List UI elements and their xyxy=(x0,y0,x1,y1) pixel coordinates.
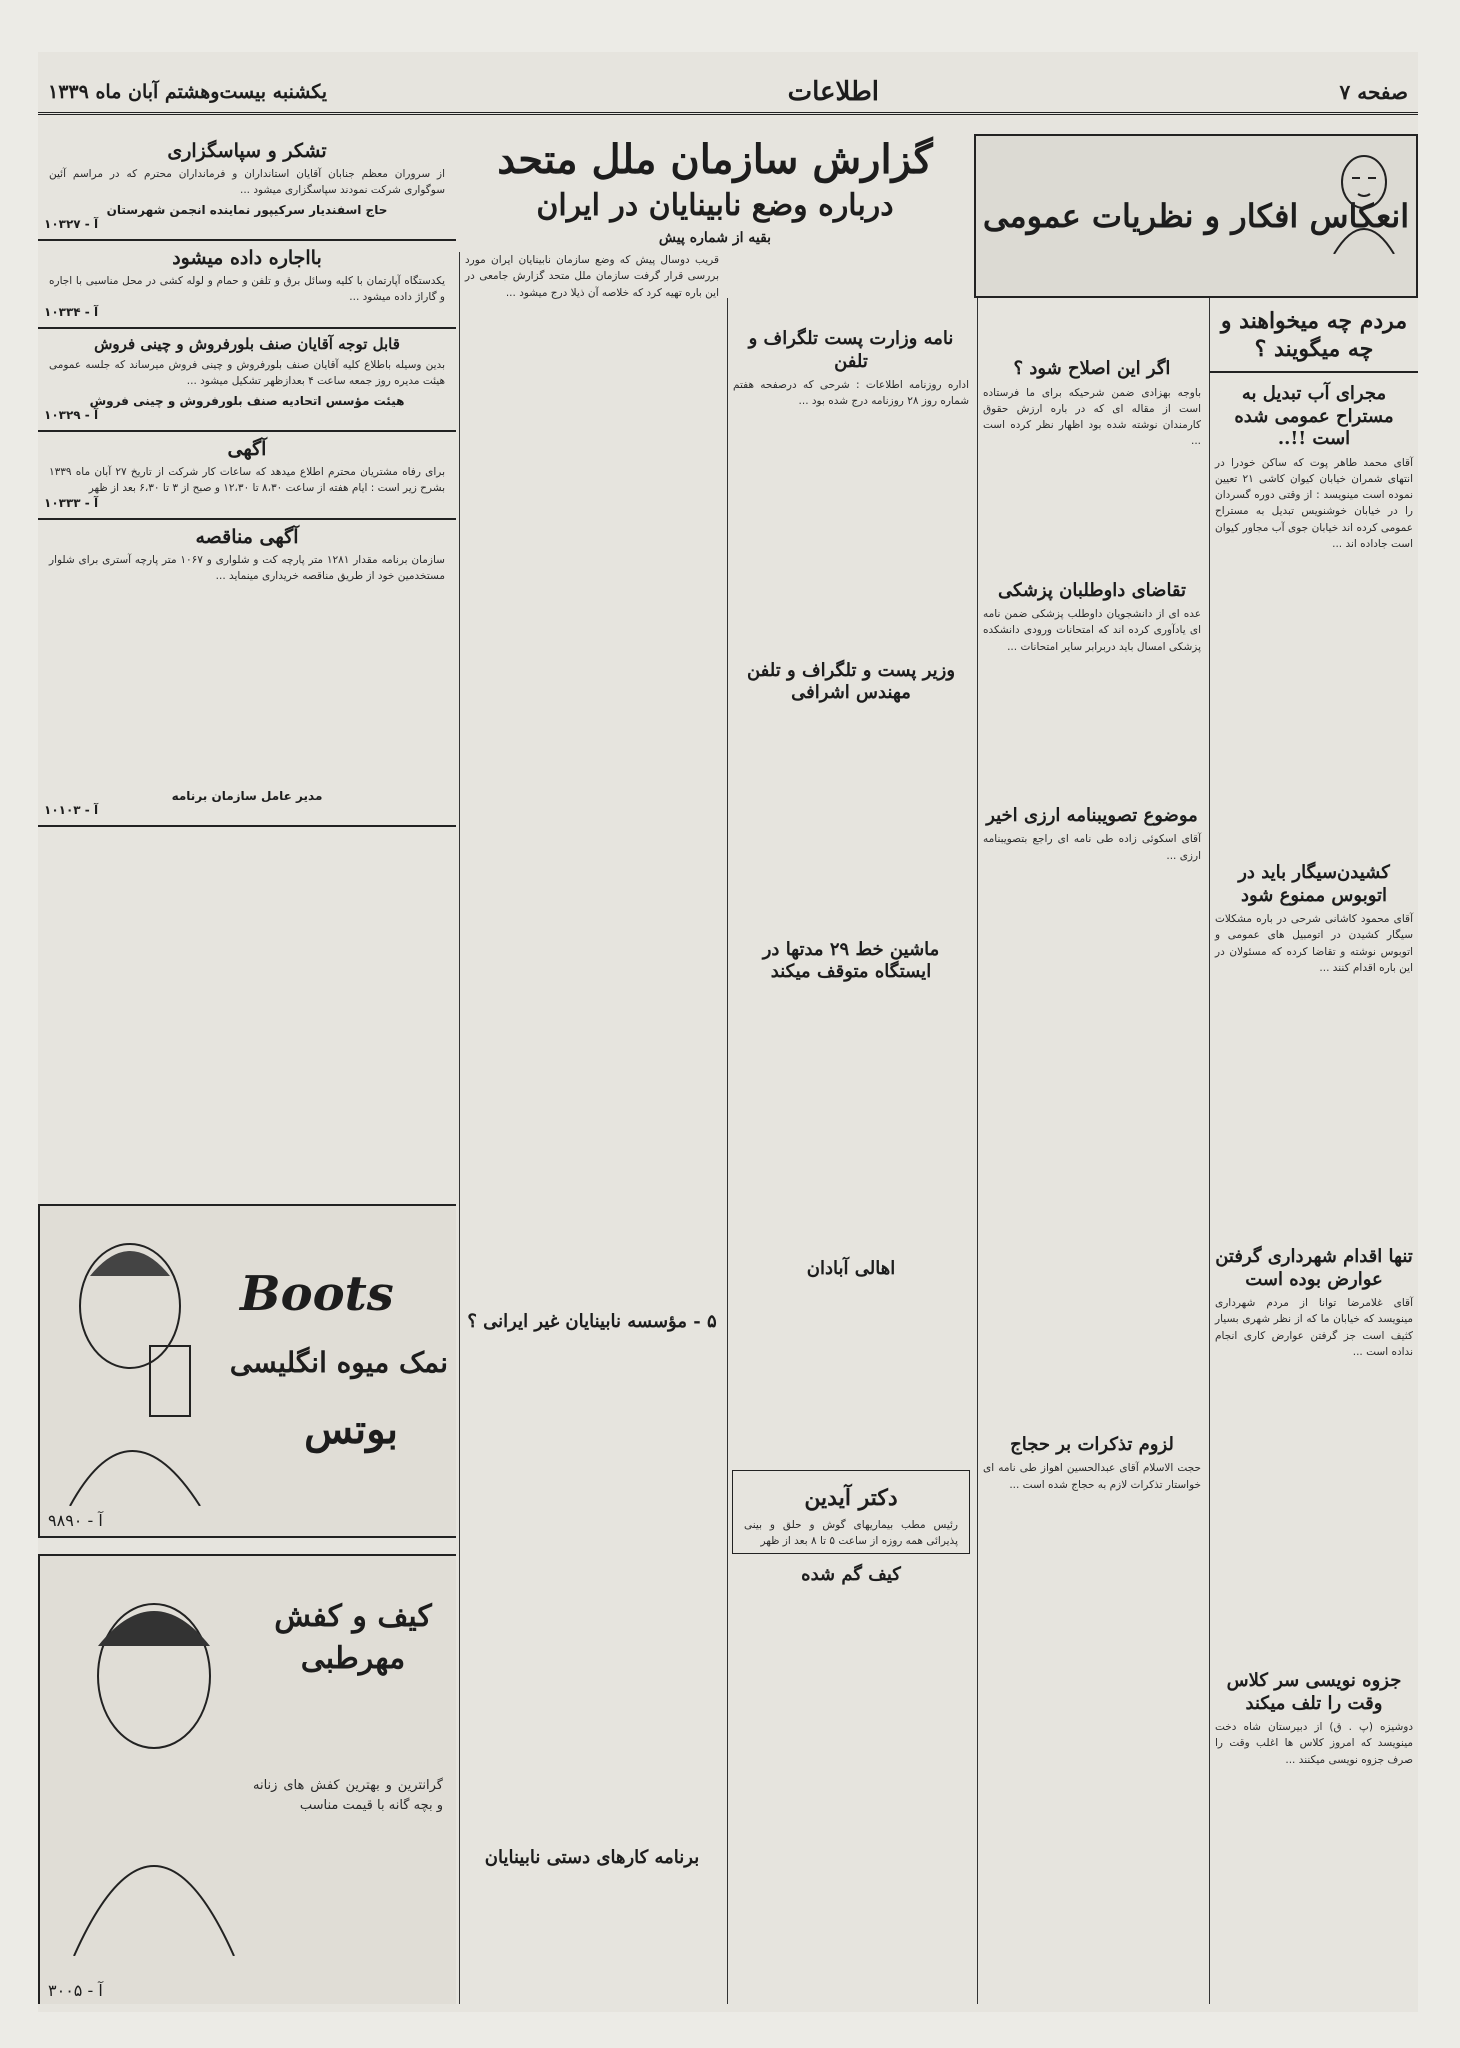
col2-article4-title: لزوم تذکرات بر حجاج xyxy=(1010,1433,1174,1455)
col3-article1-body: اداره روزنامه اطلاعات : شرحی که درصفحه هفتم شماره روز ۲۸ روزنامه درج شده بود ... xyxy=(733,379,969,408)
col3-article2-title: وزیر پست و تلگراف و تلفن مهندس اشرافی xyxy=(746,659,956,704)
tender-body: سازمان برنامه مقدار ۱۲۸۱ متر پارچه کت و شلواری و ۱۰۶۷ متر پارچه آستری برای شلوار مستخدمین خود از طریق مناقصه خریداری مینماید ... xyxy=(49,554,445,583)
tender-ad xyxy=(38,520,456,827)
paper-name: اطلاعات xyxy=(787,77,879,107)
lease-title: بااجاره داده میشود xyxy=(172,246,322,269)
boots-ad xyxy=(38,1204,456,1538)
filler-text xyxy=(978,655,1206,795)
col2-article3-title: موضوع تصویبنامه ارزی اخیر xyxy=(986,804,1198,826)
ads-stack xyxy=(38,134,456,827)
col3-article5-title: کیف گم شده xyxy=(801,1564,901,1586)
col1-article4-body: دوشیزه (پ . ق) از دبیرستان شاه دخت مینویسد که امروز کلاس ها اغلب وقت را صرف جزوه نویسی میکنند ... xyxy=(1215,1721,1413,1766)
union-title: قابل توجه آقایان صنف بلورفروش و چینی فروش xyxy=(94,335,400,354)
woman-drinking-illustration-icon xyxy=(50,1226,220,1506)
portrait-illustration-icon xyxy=(1322,144,1406,254)
col2-article3-body: آقای اسکوئی زاده طی نامه ای راجع بتصویبنامه ارزی ... xyxy=(983,833,1201,862)
un-report-title: گزارش سازمان ملل متحد xyxy=(497,136,933,183)
notice-ref: آ - ۱۰۳۳۳ xyxy=(44,496,99,511)
banner-title: انعکاس افکار و نظریات عمومی xyxy=(982,197,1410,235)
masthead xyxy=(38,72,1418,115)
boots-sub: بوتس xyxy=(304,1406,398,1453)
lease-ad xyxy=(38,241,456,330)
page-number: صفحه ۷ xyxy=(1339,80,1408,104)
section-banner xyxy=(974,134,1418,298)
col1-article2-body: آقای محمود کاشانی شرحی در باره مشکلات سیگار کشیدن در اتومبیل های عمومی و اتوبوس نوشته و تقاضا کرده که مسئولان در این باره اقدام کنند ... xyxy=(1215,913,1413,974)
kafsh-ref: آ - ۳۰۰۵ xyxy=(48,1981,103,2000)
divider xyxy=(1210,371,1418,373)
filler-text xyxy=(728,988,974,1248)
col1-header: مردم چه میخواهند و چه میگویند ؟ xyxy=(1220,308,1408,362)
union-ref: آ - ۱۰۳۲۹ xyxy=(44,407,99,422)
thanks-ad xyxy=(38,134,456,241)
thanks-body: از سروران معظم جنابان آقایان استانداران و فرمانداران محترم که در مراسم آئین سوگواری شرکت نمودند سپاسگزاری میشود ... xyxy=(49,168,445,197)
union-body: بدین وسیله باطلاع کلیه آقایان صنف بلورفروش و چینی فروش میرساند که جلسه عمومی هیئت مدیره روز جمعه ساعت ۴ بعدازظهر تشکیل میشود ... xyxy=(49,359,445,388)
filler-text xyxy=(44,585,450,785)
col4-footer: برنامه کارهای دستی نابینایان xyxy=(484,1847,700,1869)
col1-article3-title: تنها اقدام شهرداری گرفتن عوارض بوده است xyxy=(1215,1246,1413,1290)
col3-article3-title: ماشین خط ۲۹ مدتها در ایستگاه متوقف میکند xyxy=(762,938,940,983)
filler-text xyxy=(1210,1360,1418,1660)
col2-article1-title: اگر این اصلاح شود ؟ xyxy=(1013,358,1171,379)
kafsh-body: گرانترین و بهترین کفش های زنانه و بچه گانه با قیمت مناسب xyxy=(253,1778,443,1814)
col2-article2-body: عده ای از دانشجویان داوطلب پزشکی ضمن نامه ای یادآوری کرده اند که امتحانات ورودی دانشکده پزشکی امسال باید دربرابر سایر امتحانات ... xyxy=(983,608,1201,653)
col1-article1-title: مجرای آب تبدیل به مستراح عمومی شده است !!.. xyxy=(1234,383,1394,449)
col3-article4-title: اهالی آبادان xyxy=(806,1257,896,1279)
filler-text xyxy=(978,864,1206,1424)
doctor-ad xyxy=(732,1470,970,1554)
un-report-subtitle: درباره وضع نابینایان در ایران xyxy=(536,188,894,223)
column-3 xyxy=(727,298,974,2004)
union-sign: هیئت مؤسس اتحادیه صنف بلورفروش و چینی فروش xyxy=(89,393,405,408)
notice-body: برای رفاه مشتریان محترم اطلاع میدهد که ساعات کار شرکت از تاریخ ۲۷ آبان ماه ۱۳۳۹ بشرح زیر است : ایام هفته از ساعت ۸،۳۰ تا ۱۲،۳۰ و صبح از ۳ تا ۶،۳۰ بعد از ظهر xyxy=(49,465,445,494)
notice-ad xyxy=(38,432,456,521)
column-2 xyxy=(977,298,1206,2004)
doctor-ad-title: دکتر آیدین xyxy=(804,1485,898,1512)
tender-title: آگهی مناقصه xyxy=(195,526,299,549)
woman-portrait-illustration-icon xyxy=(54,1576,254,1956)
filler-text xyxy=(728,1284,974,1464)
filler-text xyxy=(728,410,974,650)
issue-date: یکشنبه بیست‌وهشتم آبان ماه ۱۳۳۹ xyxy=(48,81,328,103)
ads-column xyxy=(38,134,456,2004)
boots-ref: آ - ۹۸۹۰ xyxy=(48,1511,103,1530)
column-1 xyxy=(1209,298,1418,2004)
filler-text xyxy=(728,709,974,929)
column-4 xyxy=(459,252,724,2004)
boots-title: نمک میوه انگلیسی xyxy=(229,1346,448,1379)
col1-article4-title: جزوه نویسی سر کلاس وقت را تلف میکند xyxy=(1226,1670,1402,1714)
doctor-ad-body: رئیس مطب بیماریهای گوش و حلق و بینی پذیرائی همه روزه از ساعت ۵ تا ۸ بعد از ظهر xyxy=(744,1518,958,1547)
thanks-title: تشکر و سپاسگزاری xyxy=(167,140,327,162)
kafsh-title: کیف و کفش مهرطبی xyxy=(274,1599,432,1676)
notice-title: آگهی xyxy=(227,437,267,460)
newspaper-page xyxy=(38,52,1418,2012)
filler-text xyxy=(460,1337,724,1837)
tender-ref: آ - ۱۰۱۰۳ xyxy=(44,802,99,817)
col1-article3-body: آقای غلامرضا توانا از مردم شهرداری مینویسد که خیابان ما که از نظر شهری بسیار کثیف است جز گرفتن عوارض کاری انجام نداده است ... xyxy=(1215,1297,1413,1358)
filler-text xyxy=(1210,552,1418,852)
col2-article2-title: تقاضای داوطلبان پزشکی xyxy=(997,579,1187,601)
un-report-heading xyxy=(456,134,974,246)
un-report-body: قریب دوسال پیش که وضع سازمان نابینایان ایران مورد بررسی قرار گرفت سازمان ملل متحد گزارش جامعی در این باره تهیه کرد که خلاصه آن ذیلا درج میشود ... xyxy=(465,254,719,299)
tender-sign: مدیر عامل سازمان برنامه xyxy=(171,788,323,803)
lease-ref: آ - ۱۰۳۳۴ xyxy=(44,305,99,320)
col2-article4-body: حجت الاسلام آقای عبدالحسین اهواز طی نامه ای خواستار تذکرات لازم به حجاج شده است ... xyxy=(983,1462,1201,1491)
thanks-sign: حاج اسفندیار سرکیپور نماینده انجمن شهرستان xyxy=(106,202,388,217)
union-ad xyxy=(38,329,456,432)
col2-article1-body: باوجه بهزادی ضمن شرحیکه برای ما فرستاده است از مقاله ای که در باره ارزش حقوق کارمندان نوشته شده بود اظهار نظر کرده است ... xyxy=(983,386,1201,448)
filler-text xyxy=(978,450,1206,570)
thanks-ref: آ - ۱۰۳۲۷ xyxy=(44,216,99,231)
continued-note: بقیه از شماره پیش xyxy=(658,230,772,246)
col3-article1-title: نامه وزارت پست تلگراف و تلفن xyxy=(748,328,954,372)
lease-body: یکدستگاه آپارتمان با کلیه وسائل برق و تلفن و حمام و لوله کشی در محل مناسبی با اجاره و گاراژ داده میشود ... xyxy=(49,274,445,303)
col1-article2-title: کشیدن‌سیگار باید در اتوبوس ممنوع شود xyxy=(1238,862,1390,906)
col1-article1-body: آقای محمد طاهر پوت که ساکن خودرا در انتهای شمران خیابان کیوان کاشی ۲۱ تعیین نموده است مینویسد : از وقتی دوره گسردان را در خیابان خوشنویس تبدیل به مستراح عمومی کرده اند خیابان جوی آب مجاور کیوان است جاداده اند ... xyxy=(1215,456,1413,550)
col4-section-title: ۵ - مؤسسه نابینایان غیر ایرانی ؟ xyxy=(467,1310,717,1332)
kafsh-ad xyxy=(38,1554,456,2004)
boots-brand: Boots xyxy=(240,1266,394,1322)
filler-text xyxy=(460,301,724,1301)
filler-text xyxy=(1210,976,1418,1236)
